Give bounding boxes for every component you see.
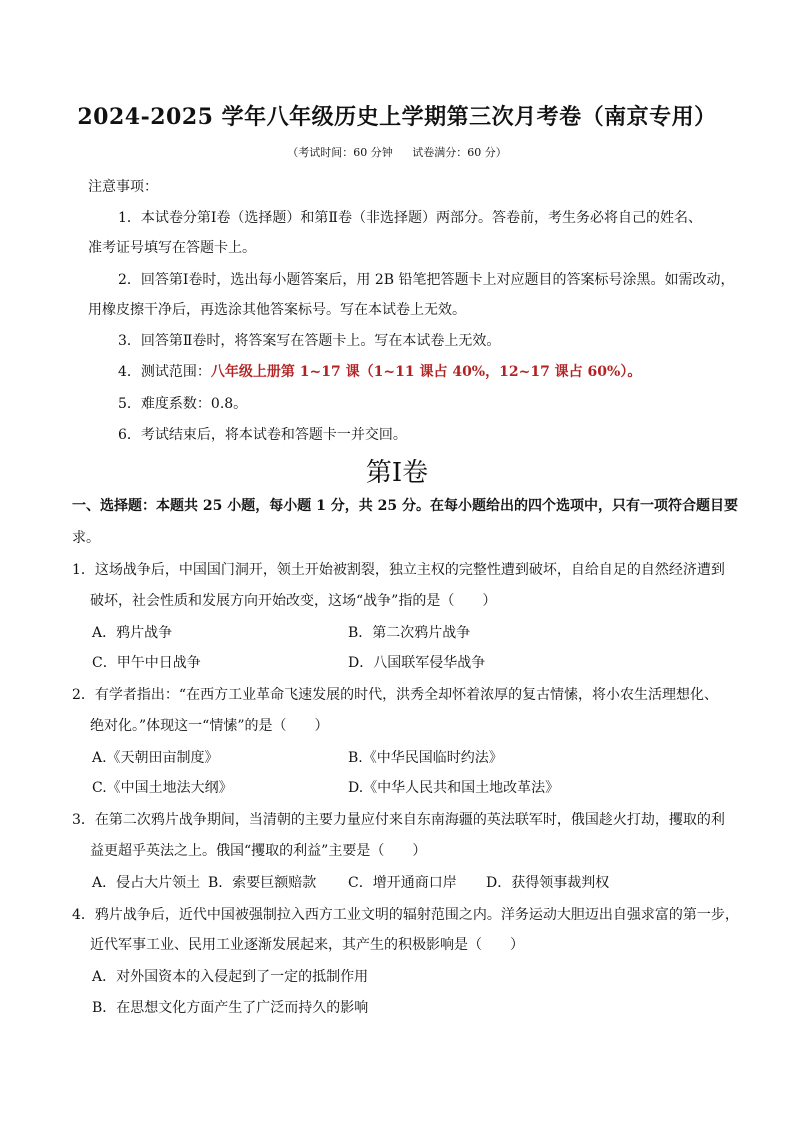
question-4-option-b[interactable]: B．在思想文化方面产生了广泛而持久的影响 <box>92 1000 369 1016</box>
question-3-option-b[interactable]: B．索要巨额赔款 <box>208 875 317 891</box>
note-2-line-1: 2．回答第Ⅰ卷时，选出每小题答案后，用 2B 铅笔把答题卡上对应题目的答案标号涂黑。如需改动， <box>118 272 735 288</box>
section-instruction-b: 四个 <box>527 498 556 514</box>
note-1-line-1: 1．本试卷分第Ⅰ卷（选择题）和第Ⅱ卷（非选择题）两部分。答卷前，考生务必将自己的姓名、 <box>118 210 702 226</box>
question-3-stem-2: 益更超乎英法之上。俄国“攫取的利益”主要是（ ） <box>90 843 427 859</box>
question-1-option-a[interactable]: A．鸦片战争 <box>92 625 173 641</box>
notes-heading: 注意事项： <box>88 179 158 195</box>
question-3-option-c[interactable]: C．增开通商口岸 <box>348 875 457 891</box>
question-2-stem-1: 2．有学者指出：“在西方工业革命飞速发展的时代，洪秀全却怀着浓厚的复古情愫，将小农生活理想化、 <box>72 687 719 703</box>
note-6: 6．考试结束后，将本试卷和答题卡一并交回。 <box>118 427 407 443</box>
note-2-line-2: 用橡皮擦干净后，再选涂其他答案标号。写在本试卷上无效。 <box>88 302 466 318</box>
question-2-option-d[interactable]: D.《中华人民共和国土地改革法》 <box>348 780 560 796</box>
exam-title: 2024-2025 学年八年级历史上学期第三次月考卷（南京专用） <box>77 104 717 130</box>
exam-time: （考试时间：60 分钟 <box>287 146 393 159</box>
question-2-option-a[interactable]: A.《天朝田亩制度》 <box>92 750 219 766</box>
volume-title: 第Ⅰ卷 <box>365 458 429 488</box>
question-1-stem-1: 1．这场战争后，中国国门洞开，领土开始被割裂，独立主权的完整性遭到破坏，自给自足的自然经济遭到 <box>72 562 725 578</box>
note-4-prefix: 4．测试范围： <box>118 364 211 380</box>
question-1-stem-2: 破坏，社会性质和发展方向开始改变，这场“战争”指的是（ ） <box>90 593 497 609</box>
question-1-option-b[interactable]: B．第二次鸦片战争 <box>348 625 471 641</box>
question-3-option-a[interactable]: A．侵占大片领土 <box>92 875 201 891</box>
question-3-stem-1: 3．在第二次鸦片战争期间，当清朝的主要力量应付来自东南海疆的英法联军时，俄国趁火打劫，攫取的利 <box>72 812 725 828</box>
section-instruction <box>72 495 738 515</box>
note-4 <box>118 361 641 381</box>
full-score: 试卷满分：60 分） <box>412 146 507 159</box>
question-4-stem-2: 近代军事工业、民用工业逐渐发展起来，其产生的积极影响是（ ） <box>90 937 524 953</box>
question-4-stem-1: 4．鸦片战争后，近代中国被强制拉入西方工业文明的辐射范围之内。洋务运动大胆迈出自强求富的第一步， <box>72 907 739 923</box>
question-2-stem-2: 绝对化。”体现这一“情愫”的是（ ） <box>90 718 329 734</box>
exam-subtitle <box>0 144 794 160</box>
section-instruction-a: 一、选择题：本题共 25 小题，每小题 1 分，共 25 分。在每小题给出的 <box>72 498 528 514</box>
section-instruction-end: 求。 <box>72 530 100 546</box>
question-2-option-c[interactable]: C.《中国土地法大纲》 <box>92 780 233 796</box>
question-4-option-a[interactable]: A．对外国资本的入侵起到了一定的抵制作用 <box>92 969 369 985</box>
test-scope: 八年级上册第 1~17 课（1~11 课占 40%，12~17 课占 60%）。 <box>210 364 642 380</box>
question-1-option-d[interactable]: D．八国联军侵华战争 <box>348 655 486 671</box>
note-1-line-2: 准考证号填写在答题卡上。 <box>88 240 256 256</box>
question-1-option-c[interactable]: C．甲午中日战争 <box>92 655 201 671</box>
section-instruction-c: 选项中，只有一项符合题目要 <box>555 498 738 514</box>
question-2-option-b[interactable]: B.《中华民国临时约法》 <box>348 750 503 766</box>
question-3-option-d[interactable]: D．获得领事裁判权 <box>486 875 610 891</box>
note-5: 5．难度系数：0.8。 <box>118 396 248 412</box>
note-3: 3．回答第Ⅱ卷时，将答案写在答题卡上。写在本试卷上无效。 <box>118 333 501 349</box>
